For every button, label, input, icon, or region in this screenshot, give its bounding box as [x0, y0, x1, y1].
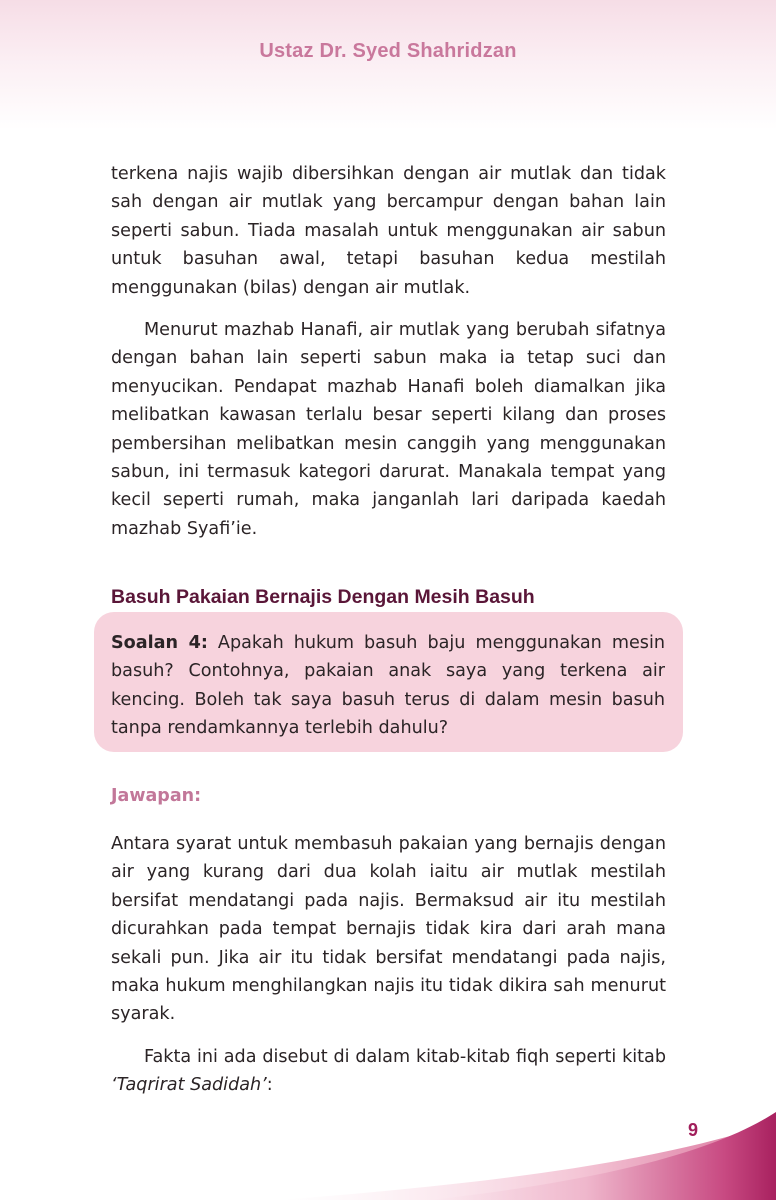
question-text: Apakah hukum basuh baju menggunakan mesin basuh? Contohnya, pakaian anak saya yang terkena air kencing. Boleh tak saya basuh terus di dalam mesin basuh tanpa rendamkannya terlebih dahulu? — [111, 633, 665, 739]
body-paragraph: terkena najis wajib dibersihkan dengan air mutlak dan tidak sah dengan air mutlak yang bercampur dengan bahan lain seperti sabun. Tiada masalah untuk menggunakan air sabun untuk basuhan awal, tetapi basuhan kedua mestilah menggunakan (bilas) dengan air mutlak. — [111, 164, 666, 298]
running-header: Ustaz Dr. Syed Shahridzan — [259, 40, 517, 62]
body-paragraph: Menurut mazhab Hanafi, air mutlak yang berubah sifatnya dengan bahan lain seperti sabun maka ia tetap suci dan menyucikan. Pendapat mazhab Hanafi boleh diamalkan jika melibatkan kawasan terlalu besar seperti kilang dan proses pembersihan melibatkan mesin canggih yang menggunakan sabun, ini termasuk kategori darurat. Manakala tempat yang kecil seperti rumah, maka janganlah lari daripada kaedah mazhab Syafi’ie. — [111, 320, 666, 539]
answer-paragraph: Antara syarat untuk membasuh pakaian yang bernajis dengan air yang kurang dari dua kolah iaitu air mutlak mestilah bersifat mendatangi pada najis. Bermaksud air itu mestilah dicurahkan pada tempat bernajis tidak kira dari arah mana sekali pun. Jika air itu tidak bersifat mendatangi pada najis, maka hukum menghilangkan najis itu tidak dikira sah menurut syarak. — [111, 834, 666, 1025]
book-title: ‘Taqrirat Sadidah’ — [111, 1075, 267, 1096]
answer-label: Jawapan: — [111, 786, 202, 806]
answer-text: Fakta ini ada disebut di dalam kitab-kitab fiqh seperti kitab — [144, 1046, 666, 1067]
answer-text: : — [266, 1075, 273, 1096]
section-heading: Basuh Pakaian Bernajis Dengan Mesih Basuh — [111, 586, 535, 609]
question-label: Soalan 4: — [111, 633, 208, 653]
page-number: 9 — [688, 1120, 699, 1140]
